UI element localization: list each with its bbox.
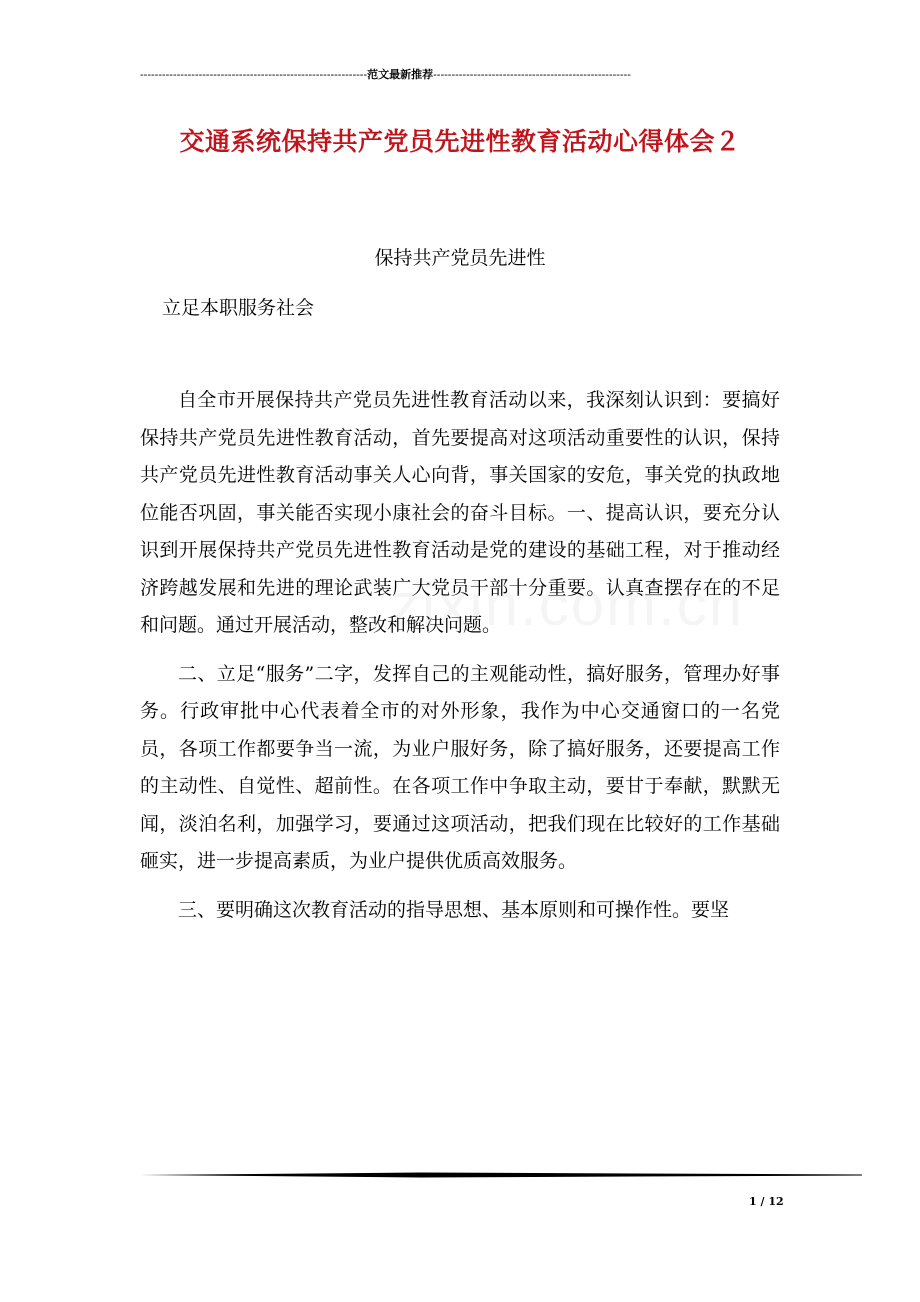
header-dashes-right: ------------------------------------------------------ [433, 69, 631, 81]
document-title: 交通系统保持共产党员先进性教育活动心得体会２ [179, 127, 741, 156]
paragraph-3: 三、要明确这次教育活动的指导思想、基本原则和可操作性。要坚 [178, 898, 730, 921]
page-number: 1 / 12 [749, 1195, 784, 1208]
document-subhead: 立足本职服务社会 [162, 297, 315, 319]
header-label: 范文最新推荐 [367, 69, 434, 81]
paragraph-1: 自全市开展保持共产党员先进性教育活动以来，我深刻认识到：要搞好保持共产党员先进性教育活动，首先要提高对这项活动重要性的认识，保持共产党员先进性教育活动事关人心向背，事关国家的安危，事关党的执政地位能否巩固，事关能否实现小康社会的奋斗目标。一、提高认识，要充分认识到开展保持共产党员先进性教育活动是党的建设的基础工程，对于推动经济跨越发展和先进的理论武装广大党员干部十分重要。认真查摆存在的不足和问题。通过开展活动，整改和解决问题。 [140, 389, 780, 636]
paragraph-2: 二、立足“服务”二字，发挥自己的主观能动性，搞好服务，管理办好事务。行政审批中心代表着全市的对外形象，我作为中心交通窗口的一名党员，各项工作都要争当一流，为业户服好务，除了搞好服务，还要提高工作的主动性、自觉性、超前性。在各项工作中争取主动，要甘于奉献，默默无闻，淡泊名利，加强学习，要通过这项活动，把我们现在比较好的工作基础砸实，进一步提高素质，为业户提供优质高效服务。 [140, 662, 780, 872]
page-header [140, 66, 770, 82]
document-body [140, 382, 780, 940]
header-dashes-left: -------------------------------------------------------------- [140, 69, 368, 81]
document-subtitle: 保持共产党员先进性 [374, 247, 546, 269]
footer-rule [140, 1172, 862, 1178]
